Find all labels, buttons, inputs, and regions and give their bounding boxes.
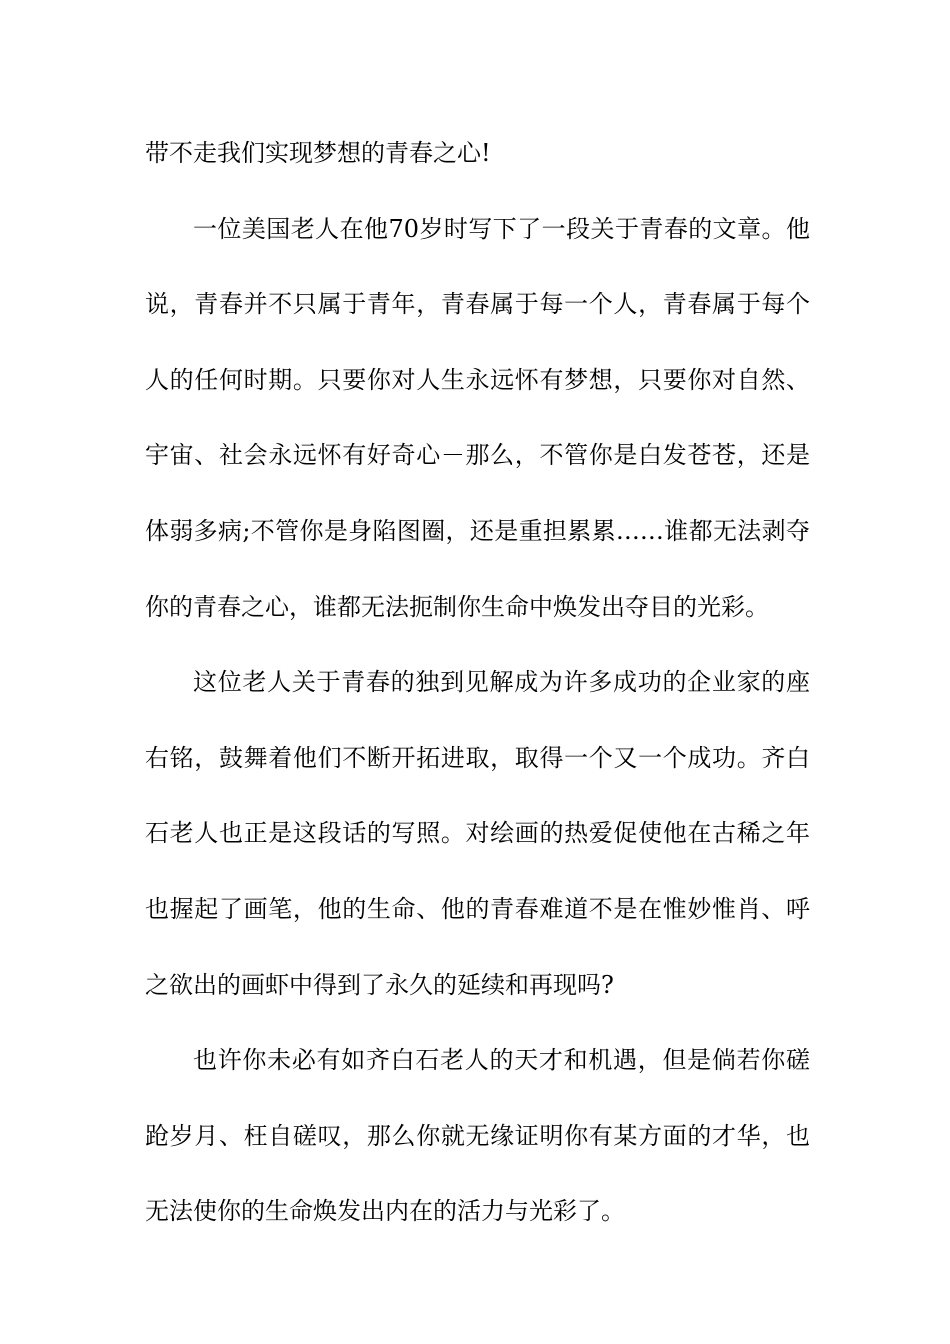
text-line: 右铭，鼓舞着他们不断开拓进取，取得一个又一个成功。齐白 — [145, 743, 810, 772]
text-line: 跄岁月、枉自磋叹，那么你就无缘证明你有某方面的才华，也 — [145, 1121, 810, 1150]
text-line: 宇宙、社会永远怀有好奇心－那么，不管你是白发苍苍，还是 — [145, 441, 810, 470]
text-line: 体弱多病;不管你是身陷图圈，还是重担累累……谁都无法剥夺 — [145, 516, 810, 545]
text-line: 石老人也正是这段话的写照。对绘画的热爱促使他在古稀之年 — [145, 819, 810, 848]
text-line: 带不走我们实现梦想的青春之心! — [145, 139, 491, 167]
text-line: 也握起了画笔，他的生命、他的青春难道不是在惟妙惟肖、呼 — [145, 894, 810, 923]
text-line: 你的青春之心，谁都无法扼制你生命中焕发出夺目的光彩。 — [145, 592, 769, 621]
text-line: 之欲出的画虾中得到了永久的延续和再现吗? — [145, 970, 614, 999]
paragraph-first-line: 一位美国老人在他70岁时写下了一段关于青春的文章。他 — [193, 214, 810, 243]
text-line: 人的任何时期。只要你对人生永远怀有梦想，只要你对自然、 — [145, 365, 810, 394]
paragraph-first-line: 这位老人关于青春的独到见解成为许多成功的企业家的座 — [193, 668, 810, 697]
paragraph-first-line: 也许你未必有如齐白石老人的天才和机遇，但是倘若你磋 — [193, 1046, 810, 1075]
text-line: 无法使你的生命焕发出内在的活力与光彩了。 — [145, 1197, 625, 1226]
document-body — [145, 116, 810, 1250]
text-line: 说，青春并不只属于青年，青春属于每一个人，青春属于每个 — [145, 290, 810, 319]
